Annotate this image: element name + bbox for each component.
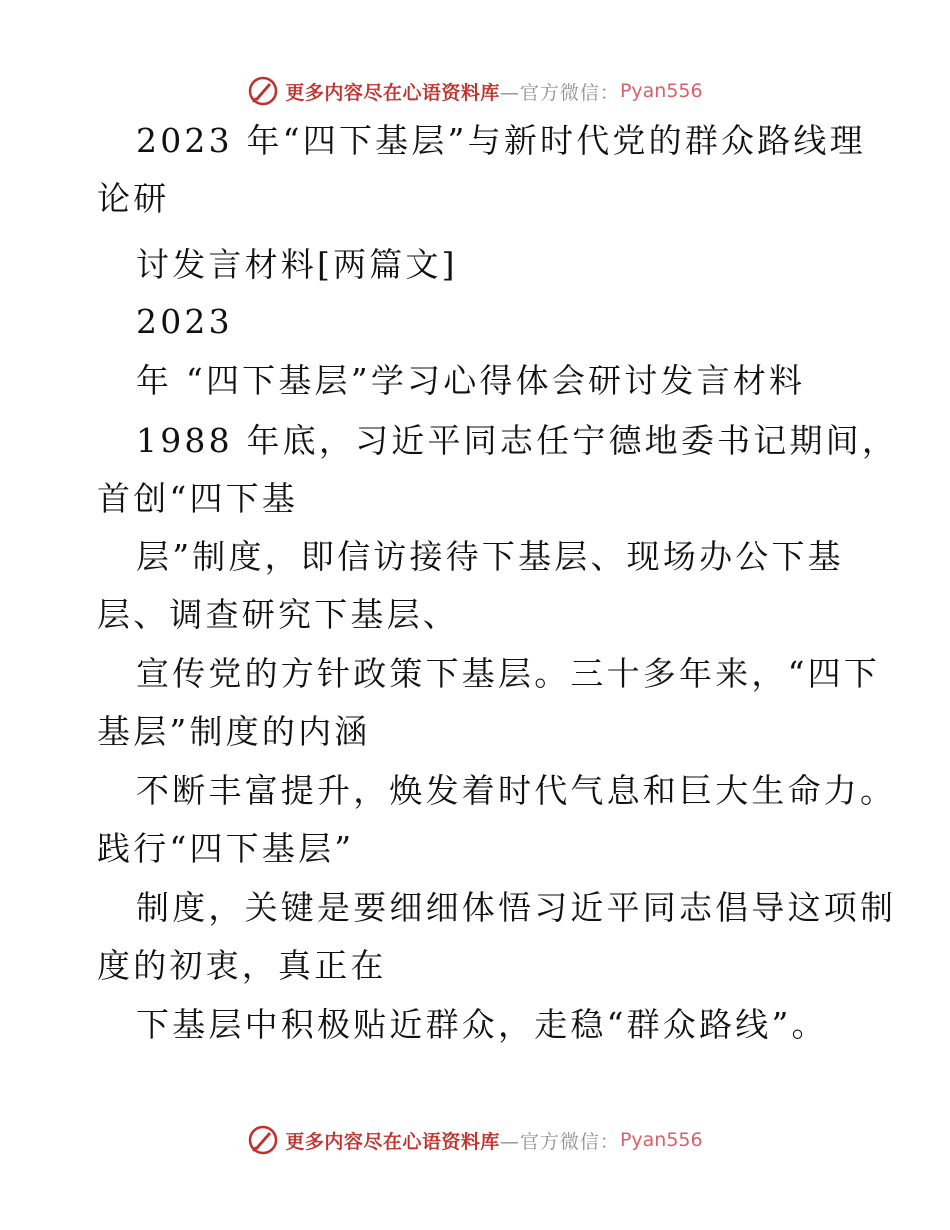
text-line: 1988 年底，习近平同志任宁德地委书记期间， [136,421,899,460]
watermark-brand: 更多内容尽在心语资料库 [285,81,500,104]
watermark-label: —官方微信： [499,81,620,104]
quill-pen-logo-icon [247,75,279,107]
watermark-handle: Pyan556 [619,1129,703,1151]
text-line: 层、调查研究下基层、 [97,595,459,634]
text-line: 下基层中积极贴近群众，走稳“群众路线”。 [136,1005,828,1044]
watermark-brand: 更多内容尽在心语资料库 [285,1130,500,1153]
header-watermark [0,73,950,109]
text-line: 不断丰富提升，焕发着时代气息和巨大生命力。 [136,771,897,810]
text-line: 宣传党的方针政策下基层。三十多年来，“四下 [136,654,881,693]
text-line: 层”制度，即信访接待下基层、现场办公下基 [136,537,844,576]
text-line: 首创“四下基 [97,479,299,518]
watermark-handle: Pyan556 [619,80,703,102]
text-line: 践行“四下基层” [97,829,355,868]
text-line: 年 “四下基层”学习心得体会研讨发言材料 [136,361,806,400]
footer-watermark [0,1122,950,1158]
text-line: 讨发言材料[两篇文] [136,245,458,284]
text-line: 2023 年“四下基层”与新时代党的群众路线理 [136,121,866,160]
text-line: 度的初衷，真正在 [97,946,387,985]
text-line: 论研 [97,179,170,218]
text-line: 基层”制度的内涵 [97,712,371,751]
text-line: 制度，关键是要细细体悟习近平同志倡导这项制 [136,888,897,927]
quill-pen-logo-icon [247,1124,279,1156]
text-line: 2023 [136,302,233,341]
watermark-label: —官方微信： [499,1130,620,1153]
